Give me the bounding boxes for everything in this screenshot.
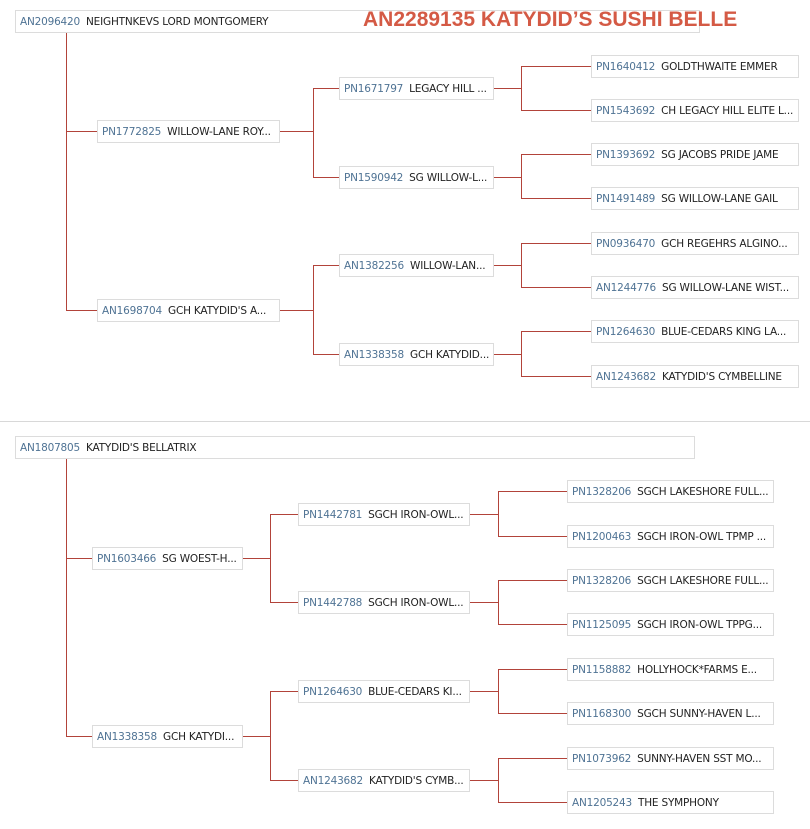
connector-line	[494, 265, 521, 266]
connector-line	[313, 265, 314, 355]
great-grandparent-box[interactable]	[567, 613, 774, 636]
registration-number[interactable]: AN1807805	[20, 441, 81, 454]
registration-number[interactable]: PN1590942	[344, 171, 404, 184]
connector-line	[470, 780, 498, 781]
animal-name: GCH KATYDID'S A...	[168, 304, 267, 317]
connector-line	[521, 66, 591, 67]
connector-line	[521, 243, 522, 288]
great-grandparent-box[interactable]	[591, 187, 799, 210]
animal-name: SGCH IRON-OWL...	[368, 596, 464, 609]
pedigree-root-box[interactable]	[15, 436, 695, 459]
registration-number[interactable]: PN1264630	[596, 325, 656, 338]
connector-line	[521, 287, 591, 288]
animal-name: GCH KATYDID...	[410, 348, 490, 361]
registration-number[interactable]: AN1338358	[344, 348, 405, 361]
connector-line	[498, 580, 567, 581]
animal-name: SGCH LAKESHORE FULL...	[637, 485, 769, 498]
connector-line	[498, 536, 567, 537]
great-grandparent-box[interactable]	[591, 55, 799, 78]
animal-name: SGCH SUNNY-HAVEN L...	[637, 707, 761, 720]
grandparent-box[interactable]	[339, 166, 494, 189]
connector-line	[270, 691, 271, 781]
animal-name: SGCH LAKESHORE FULL...	[637, 574, 769, 587]
great-grandparent-box[interactable]	[591, 143, 799, 166]
connector-line	[521, 66, 522, 111]
animal-name: SUNNY-HAVEN SST MO...	[637, 752, 762, 765]
connector-line	[470, 602, 498, 603]
registration-number[interactable]: PN1543692	[596, 104, 656, 117]
great-grandparent-box[interactable]	[567, 658, 774, 681]
registration-number[interactable]: PN1158882	[572, 663, 632, 676]
registration-number[interactable]: PN1200463	[572, 530, 632, 543]
animal-name: SG JACOBS PRIDE JAME	[661, 148, 779, 161]
registration-number[interactable]: PN1603466	[97, 552, 157, 565]
connector-line	[280, 131, 313, 132]
connector-line	[470, 514, 498, 515]
connector-line	[521, 154, 591, 155]
connector-line	[521, 376, 591, 377]
registration-number[interactable]: PN1491489	[596, 192, 656, 205]
connector-line	[270, 691, 298, 692]
registration-number[interactable]: PN1168300	[572, 707, 632, 720]
animal-name: WILLOW-LANE ROY...	[167, 125, 271, 138]
connector-line	[313, 354, 339, 355]
animal-name: SGCH IRON-OWL...	[368, 508, 464, 521]
registration-number[interactable]: AN1698704	[102, 304, 163, 317]
connector-line	[498, 669, 567, 670]
registration-number[interactable]: PN1772825	[102, 125, 162, 138]
great-grandparent-box[interactable]	[591, 276, 799, 299]
registration-number[interactable]: PN1640412	[596, 60, 656, 73]
connector-line	[243, 558, 270, 559]
grandparent-box[interactable]	[298, 769, 470, 792]
connector-line	[313, 88, 339, 89]
animal-name: SGCH IRON-OWL TPMP ...	[637, 530, 767, 543]
connector-line	[521, 243, 591, 244]
connector-line	[498, 491, 499, 537]
animal-name: KATYDID'S BELLATRIX	[86, 441, 197, 454]
animal-name: WILLOW-LAN...	[410, 259, 486, 272]
grandparent-box[interactable]	[339, 343, 494, 366]
connector-line	[270, 514, 298, 515]
connector-line	[270, 780, 298, 781]
animal-name: BLUE-CEDARS KING LA...	[661, 325, 787, 338]
connector-line	[270, 602, 298, 603]
registration-number[interactable]: PN1442788	[303, 596, 363, 609]
connector-line	[498, 669, 499, 714]
registration-number[interactable]: AN1243682	[596, 370, 657, 383]
registration-number[interactable]: PN1328206	[572, 485, 632, 498]
animal-name: SG WILLOW-LANE WIST...	[662, 281, 789, 294]
great-grandparent-box[interactable]	[591, 232, 799, 255]
connector-line	[494, 354, 521, 355]
animal-name: SG WOEST-H...	[162, 552, 237, 565]
connector-line	[313, 88, 314, 178]
connector-line	[270, 514, 271, 603]
connector-line	[521, 331, 591, 332]
connector-line	[243, 736, 270, 737]
great-grandparent-box[interactable]	[567, 791, 774, 814]
animal-name: KATYDID'S CYMBELLINE	[662, 370, 782, 383]
registration-number[interactable]: AN1205243	[572, 796, 633, 809]
registration-number[interactable]: PN1328206	[572, 574, 632, 587]
animal-name: SGCH IRON-OWL TPPG...	[637, 618, 762, 631]
connector-line	[521, 331, 522, 377]
animal-name: GCH REGEHRS ALGINO...	[661, 237, 788, 250]
connector-line	[280, 310, 313, 311]
great-grandparent-box[interactable]	[591, 320, 799, 343]
connector-line	[66, 558, 92, 559]
great-grandparent-box[interactable]	[567, 747, 774, 770]
connector-line	[494, 177, 521, 178]
connector-line	[498, 802, 567, 803]
parent-box[interactable]	[92, 547, 243, 570]
connector-line	[498, 580, 499, 625]
connector-line	[66, 736, 92, 737]
registration-number[interactable]: PN1073962	[572, 752, 632, 765]
animal-name: THE SYMPHONY	[638, 796, 719, 809]
connector-line	[521, 198, 591, 199]
animal-name: NEIGHTNKEVS LORD MONTGOMERY	[86, 15, 269, 28]
connector-line	[66, 459, 67, 736]
great-grandparent-box[interactable]	[567, 525, 774, 548]
animal-name: CH LEGACY HILL ELITE L...	[661, 104, 794, 117]
connector-line	[521, 154, 522, 199]
parent-box[interactable]	[97, 299, 280, 322]
connector-line	[470, 691, 498, 692]
grandparent-box[interactable]	[339, 254, 494, 277]
animal-name: KATYDID'S CYMB...	[369, 774, 464, 787]
connector-line	[498, 491, 567, 492]
connector-line	[498, 758, 499, 803]
connector-line	[494, 88, 521, 89]
animal-name: LEGACY HILL ...	[409, 82, 487, 95]
grandparent-box[interactable]	[339, 77, 494, 100]
animal-name: GCH KATYDI...	[163, 730, 235, 743]
great-grandparent-box[interactable]	[591, 365, 799, 388]
animal-name: HOLLYHOCK*FARMS E...	[637, 663, 757, 676]
great-grandparent-box[interactable]	[567, 569, 774, 592]
animal-name: BLUE-CEDARS KI...	[368, 685, 462, 698]
great-grandparent-box[interactable]	[567, 480, 774, 503]
grandparent-box[interactable]	[298, 680, 470, 703]
connector-line	[313, 177, 339, 178]
connector-line	[498, 758, 567, 759]
connector-line	[66, 33, 67, 310]
registration-number[interactable]: AN1244776	[596, 281, 657, 294]
grandparent-box[interactable]	[298, 591, 470, 614]
animal-name: SG WILLOW-L...	[409, 171, 488, 184]
great-grandparent-box[interactable]	[567, 702, 774, 725]
parent-box[interactable]	[92, 725, 243, 748]
connector-line	[66, 310, 97, 311]
grandparent-box[interactable]	[298, 503, 470, 526]
registration-number[interactable]: PN0936470	[596, 237, 656, 250]
registration-number[interactable]: AN1338358	[97, 730, 158, 743]
connector-line	[498, 624, 567, 625]
registration-number[interactable]: AN1243682	[303, 774, 364, 787]
registration-number[interactable]: AN2096420	[20, 15, 81, 28]
parent-box[interactable]	[97, 120, 280, 143]
connector-line	[498, 713, 567, 714]
connector-line	[313, 265, 339, 266]
great-grandparent-box[interactable]	[591, 99, 799, 122]
page-title: AN2289135 KATYDID’S SUSHI BELLE	[363, 8, 738, 31]
animal-name: GOLDTHWAITE EMMER	[661, 60, 778, 73]
connector-line	[66, 131, 97, 132]
registration-number[interactable]: PN1125095	[572, 618, 632, 631]
connector-line	[521, 110, 591, 111]
registration-number[interactable]: PN1264630	[303, 685, 363, 698]
animal-name: SG WILLOW-LANE GAIL	[661, 192, 778, 205]
registration-number[interactable]: AN1382256	[344, 259, 405, 272]
registration-number[interactable]: PN1671797	[344, 82, 404, 95]
registration-number[interactable]: PN1393692	[596, 148, 656, 161]
registration-number[interactable]: PN1442781	[303, 508, 363, 521]
